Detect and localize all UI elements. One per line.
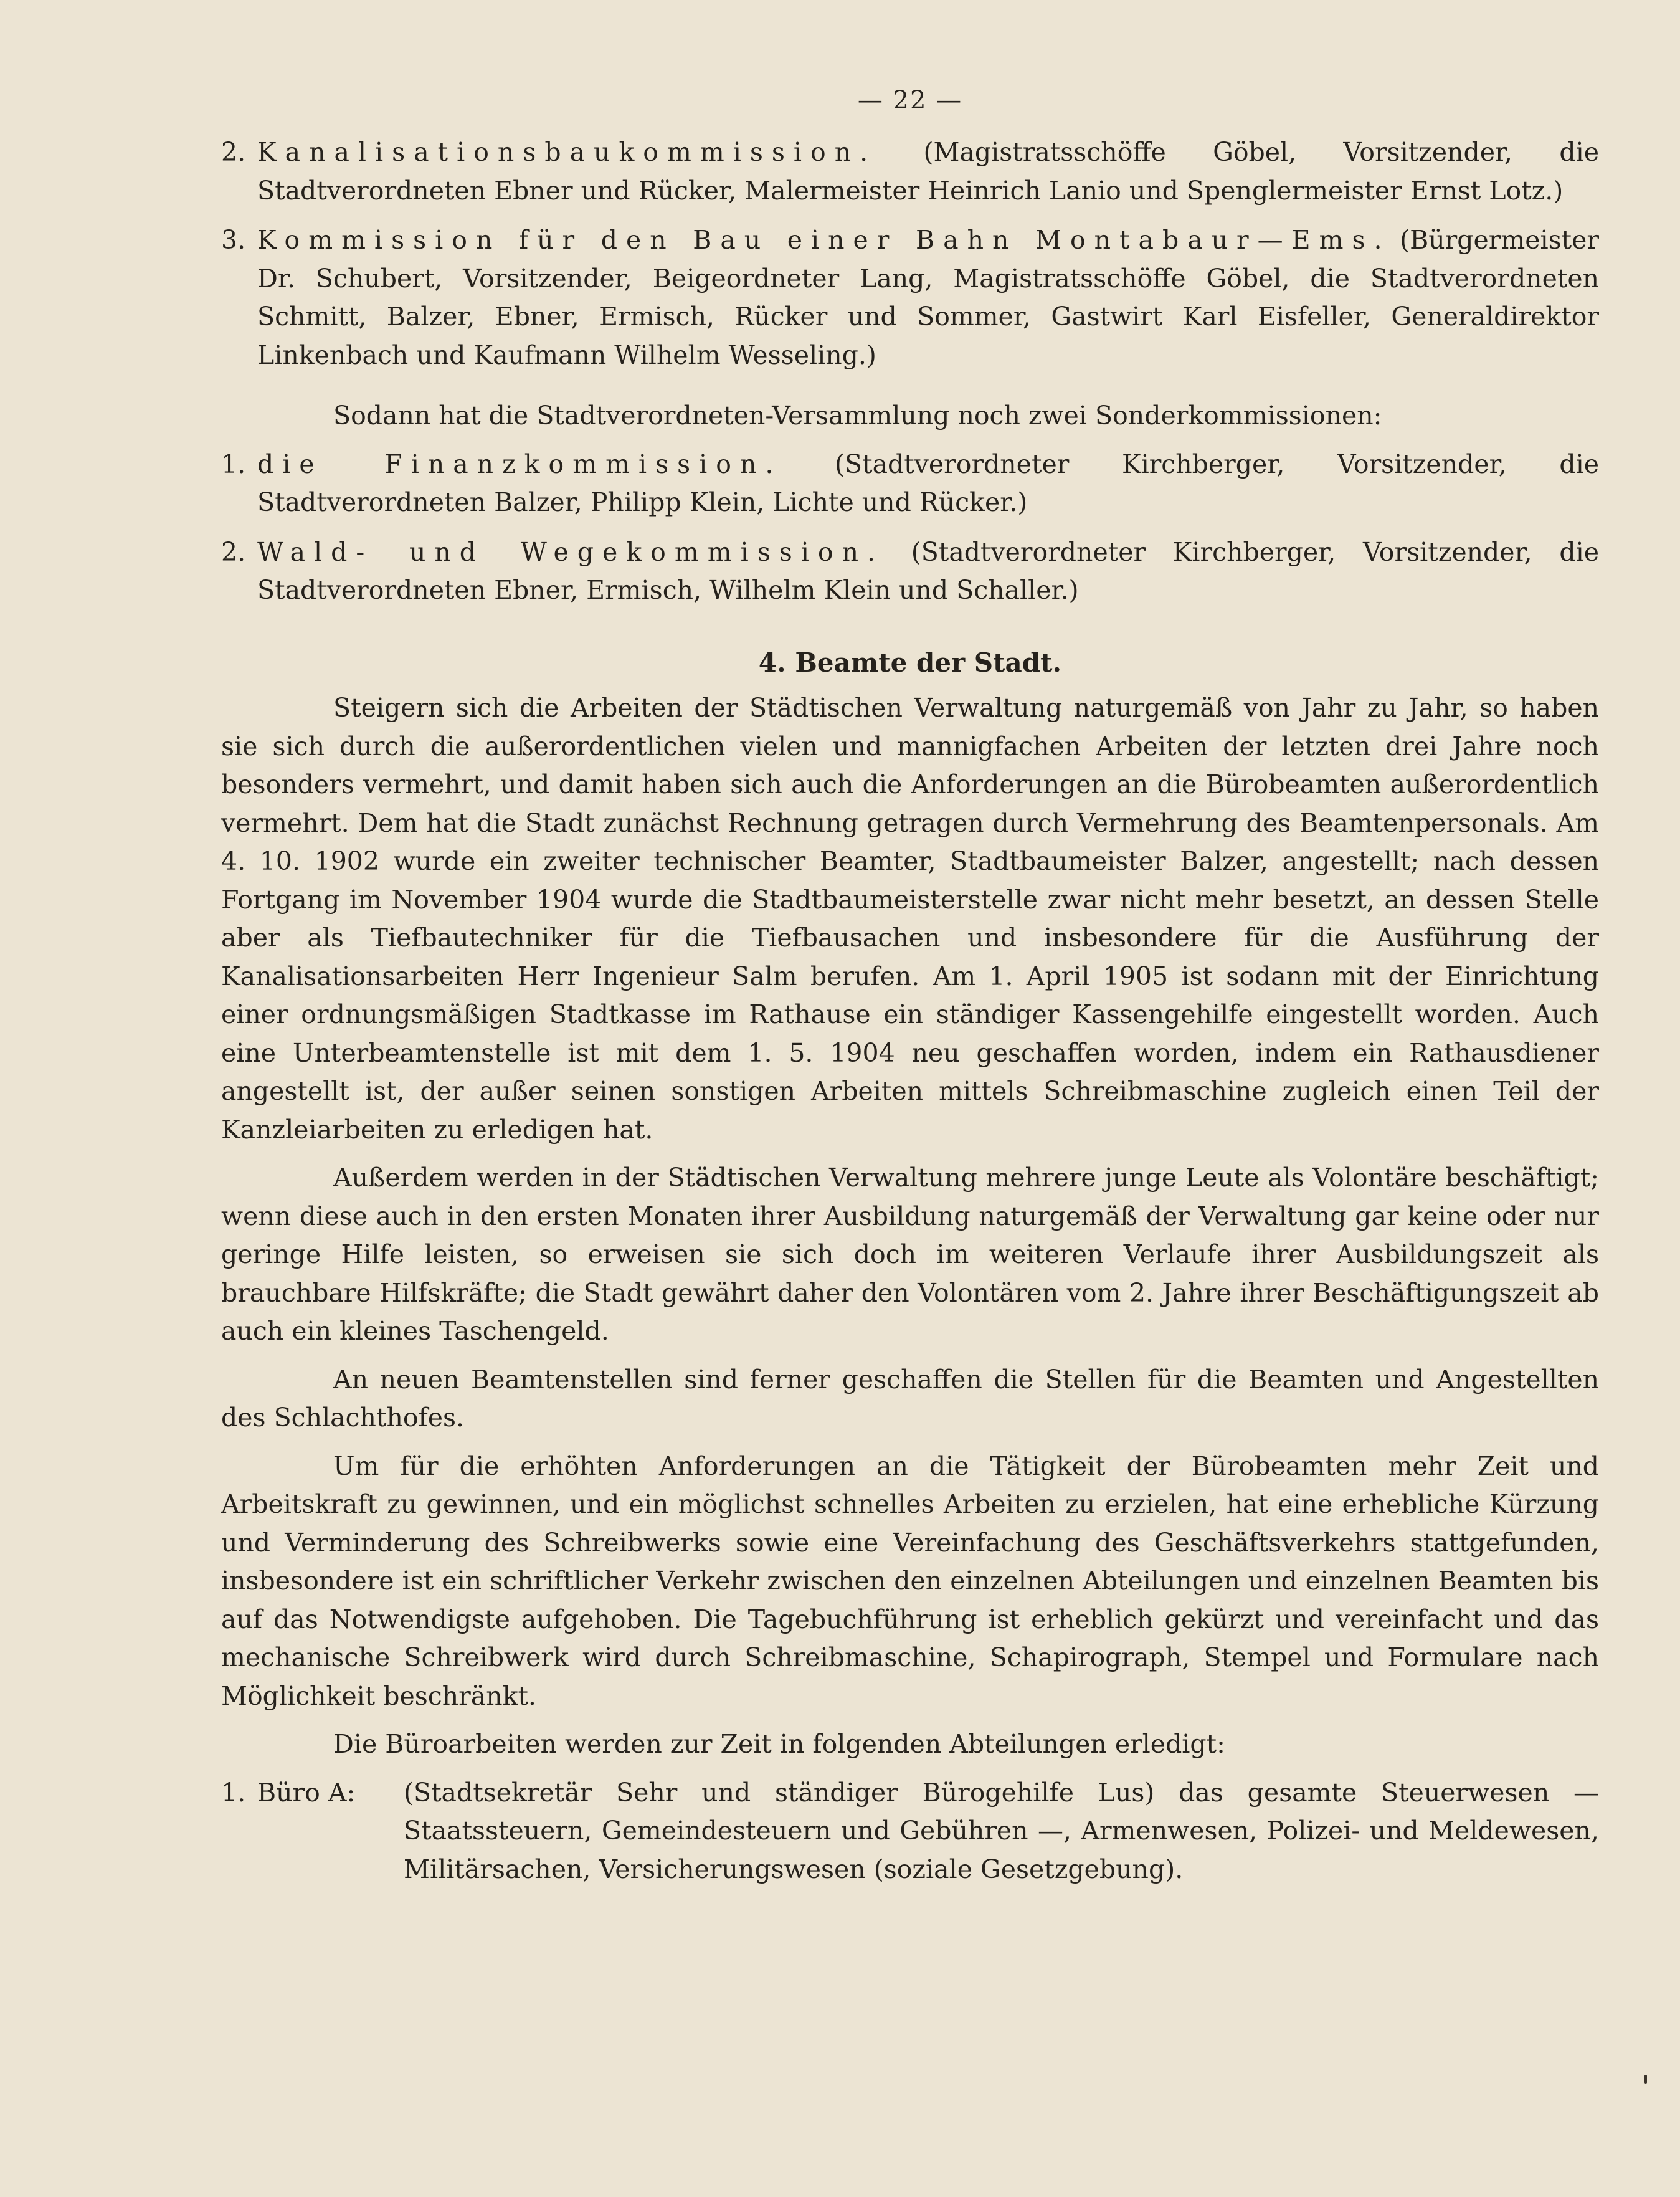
body-paragraph: Um für die erhöhten Anforderungen an die Tätigkeit der Bürobeamten mehr Zeit und Arbeitskraft zu gewinnen, und ein möglichst schnelles Arbeiten zu erzielen, hat eine erhebliche Kürzung und Verminderung des Schreibwerks sowie eine Vereinfachung des Geschäftsverkehrs stattgefunden, insbesondere ist ein schriftlicher Verkehr zwischen den einzelnen Abteilungen und einzelnen Beamten bis auf das Notwendigste aufgehoben. Die Tagebuchführung ist erheblich gekürzt und vereinfacht und das mechanische Schreibwerk wird durch Schreibmaschine, Schapirograph, Stempel und Formulare nach Möglichkeit beschränkt. <box>221 1451 1599 1711</box>
body-paragraph: Die Büroarbeiten werden zur Zeit in folgenden Abteilungen erledigt: <box>333 1729 1225 1759</box>
item-members: (Stadtverordneter Kirchberger, Vorsitzender, die Stadtverordneten Ebner, Ermisch, Wilhelm Klein und Schaller.) <box>257 536 1599 605</box>
body-paragraph: Steigern sich die Arbeiten der Städtischen Verwaltung naturgemäß von Jahr zu Jahr, so haben sie sich durch die außerordentlichen vielen und mannigfachen Arbeiten der letzten drei Jahre noch besonders vermehrt, und damit haben sich auch die Anforderungen an die Bürobeamten außerordentlich vermehrt. Dem hat die Stadt zunächst Rechnung getragen durch Vermehrung des Beamtenpersonals. Am 4. 10. 1902 wurde ein zweiter technischer Beamter, Stadtbaumeister Balzer, angestellt; nach dessen Fortgang im November 1904 wurde die Stadtbaumeisterstelle zwar nicht mehr besetzt, an dessen Stelle aber als Tiefbautechniker für die Tiefbausachen und insbesondere für die Ausführung der Kanalisationsarbeiten Herr Ingenieur Salm berufen. Am 1. April 1905 ist sodann mit der Einrichtung einer ordnungsmäßigen Stadtkasse im Rathause ein ständiger Kassengehilfe eingestellt worden. Auch eine Unterbeamtenstelle ist mit dem 1. 5. 1904 neu geschaffen worden, indem ein Rathausdiener angestellt ist, der außer seinen sonstigen Arbeiten mittels Schreibmaschine zugleich einen Teil der Kanzleiarbeiten zu erledigen hat. <box>221 693 1599 1145</box>
special-commission-item <box>221 533 1599 610</box>
item-text <box>257 133 1599 210</box>
bureau-item <box>221 1774 1599 1889</box>
item-number: 2. <box>221 137 246 167</box>
bureau-label: Büro A: <box>257 1777 356 1808</box>
body-paragraph: Außerdem werden in der Städtischen Verwaltung mehrere junge Leute als Volontäre beschäftigt; wenn diese auch in den ersten Monaten ihrer Ausbildung naturgemäß der Verwaltung gar keine oder nur geringe Hilfe leisten, so erweisen sie sich doch im weiteren Verlaufe ihrer Ausbildungszeit als brauchbare Hilfskräfte; die Stadt gewährt daher den Volontären vom 2. Jahre ihrer Beschäftigungszeit ab auch ein kleines Taschengeld. <box>221 1163 1599 1346</box>
item-text <box>257 221 1599 374</box>
special-intro: Sodann hat die Stadtverordneten-Versammlung noch zwei Sonderkommissionen: <box>333 401 1382 431</box>
item-members: (Stadtverordneter Kirchberger, Vorsitzender, die Stadtverordneten Balzer, Philipp Klein, Lichte und Rücker.) <box>257 449 1599 517</box>
item-text <box>257 446 1599 522</box>
item-number: 2. <box>221 536 246 567</box>
commission-item <box>221 221 1599 374</box>
ink-speck <box>1644 2075 1647 2084</box>
section-heading: 4. Beamte der Stadt. <box>758 647 1062 678</box>
commission-item <box>221 133 1599 210</box>
bureau-text: (Stadtsekretär Sehr und ständiger Bürogehilfe Lus) das gesamte Steuerwesen — Staatssteuern, Gemeindesteuern und Gebühren —, Armenwesen, Polizei- und Meldewesen, Militärsachen, Versicherungswesen (soziale Gesetzgebung). <box>404 1777 1599 1884</box>
item-title: Wald- und Wegekommission. <box>257 536 885 567</box>
page-number: — 22 — <box>857 86 963 115</box>
special-commission-item <box>221 446 1599 522</box>
item-number: 3. <box>221 225 246 255</box>
item-text <box>257 533 1599 610</box>
item-number: 1. <box>221 449 246 479</box>
item-title: Kanalisationsbaukommission. <box>257 137 877 167</box>
item-members: (Bürgermeister Dr. Schubert, Vorsitzender, Beigeordneter Lang, Magistratsschöffe Göbel, die Stadtverordneten Schmitt, Balzer, Ebner, Ermisch, Rücker und Sommer, Gastwirt Karl Eisfeller, Generaldirektor Linkenbach und Kaufmann Wilhelm Wesseling.) <box>257 225 1599 370</box>
item-members: (Magistratsschöffe Göbel, Vorsitzender, die Stadtverordneten Ebner und Rücker, Malermeister Heinrich Lanio und Spenglermeister Ernst Lotz.) <box>257 137 1599 206</box>
item-title: Kommission für den Bau einer Bahn Montabaur—Ems. <box>257 225 1391 255</box>
body-paragraph: An neuen Beamtenstellen sind ferner geschaffen die Stellen für die Beamten und Angestellten des Schlachthofes. <box>221 1364 1599 1432</box>
bureau-number: 1. <box>221 1777 246 1808</box>
item-title: die Finanzkommission. <box>257 449 782 479</box>
